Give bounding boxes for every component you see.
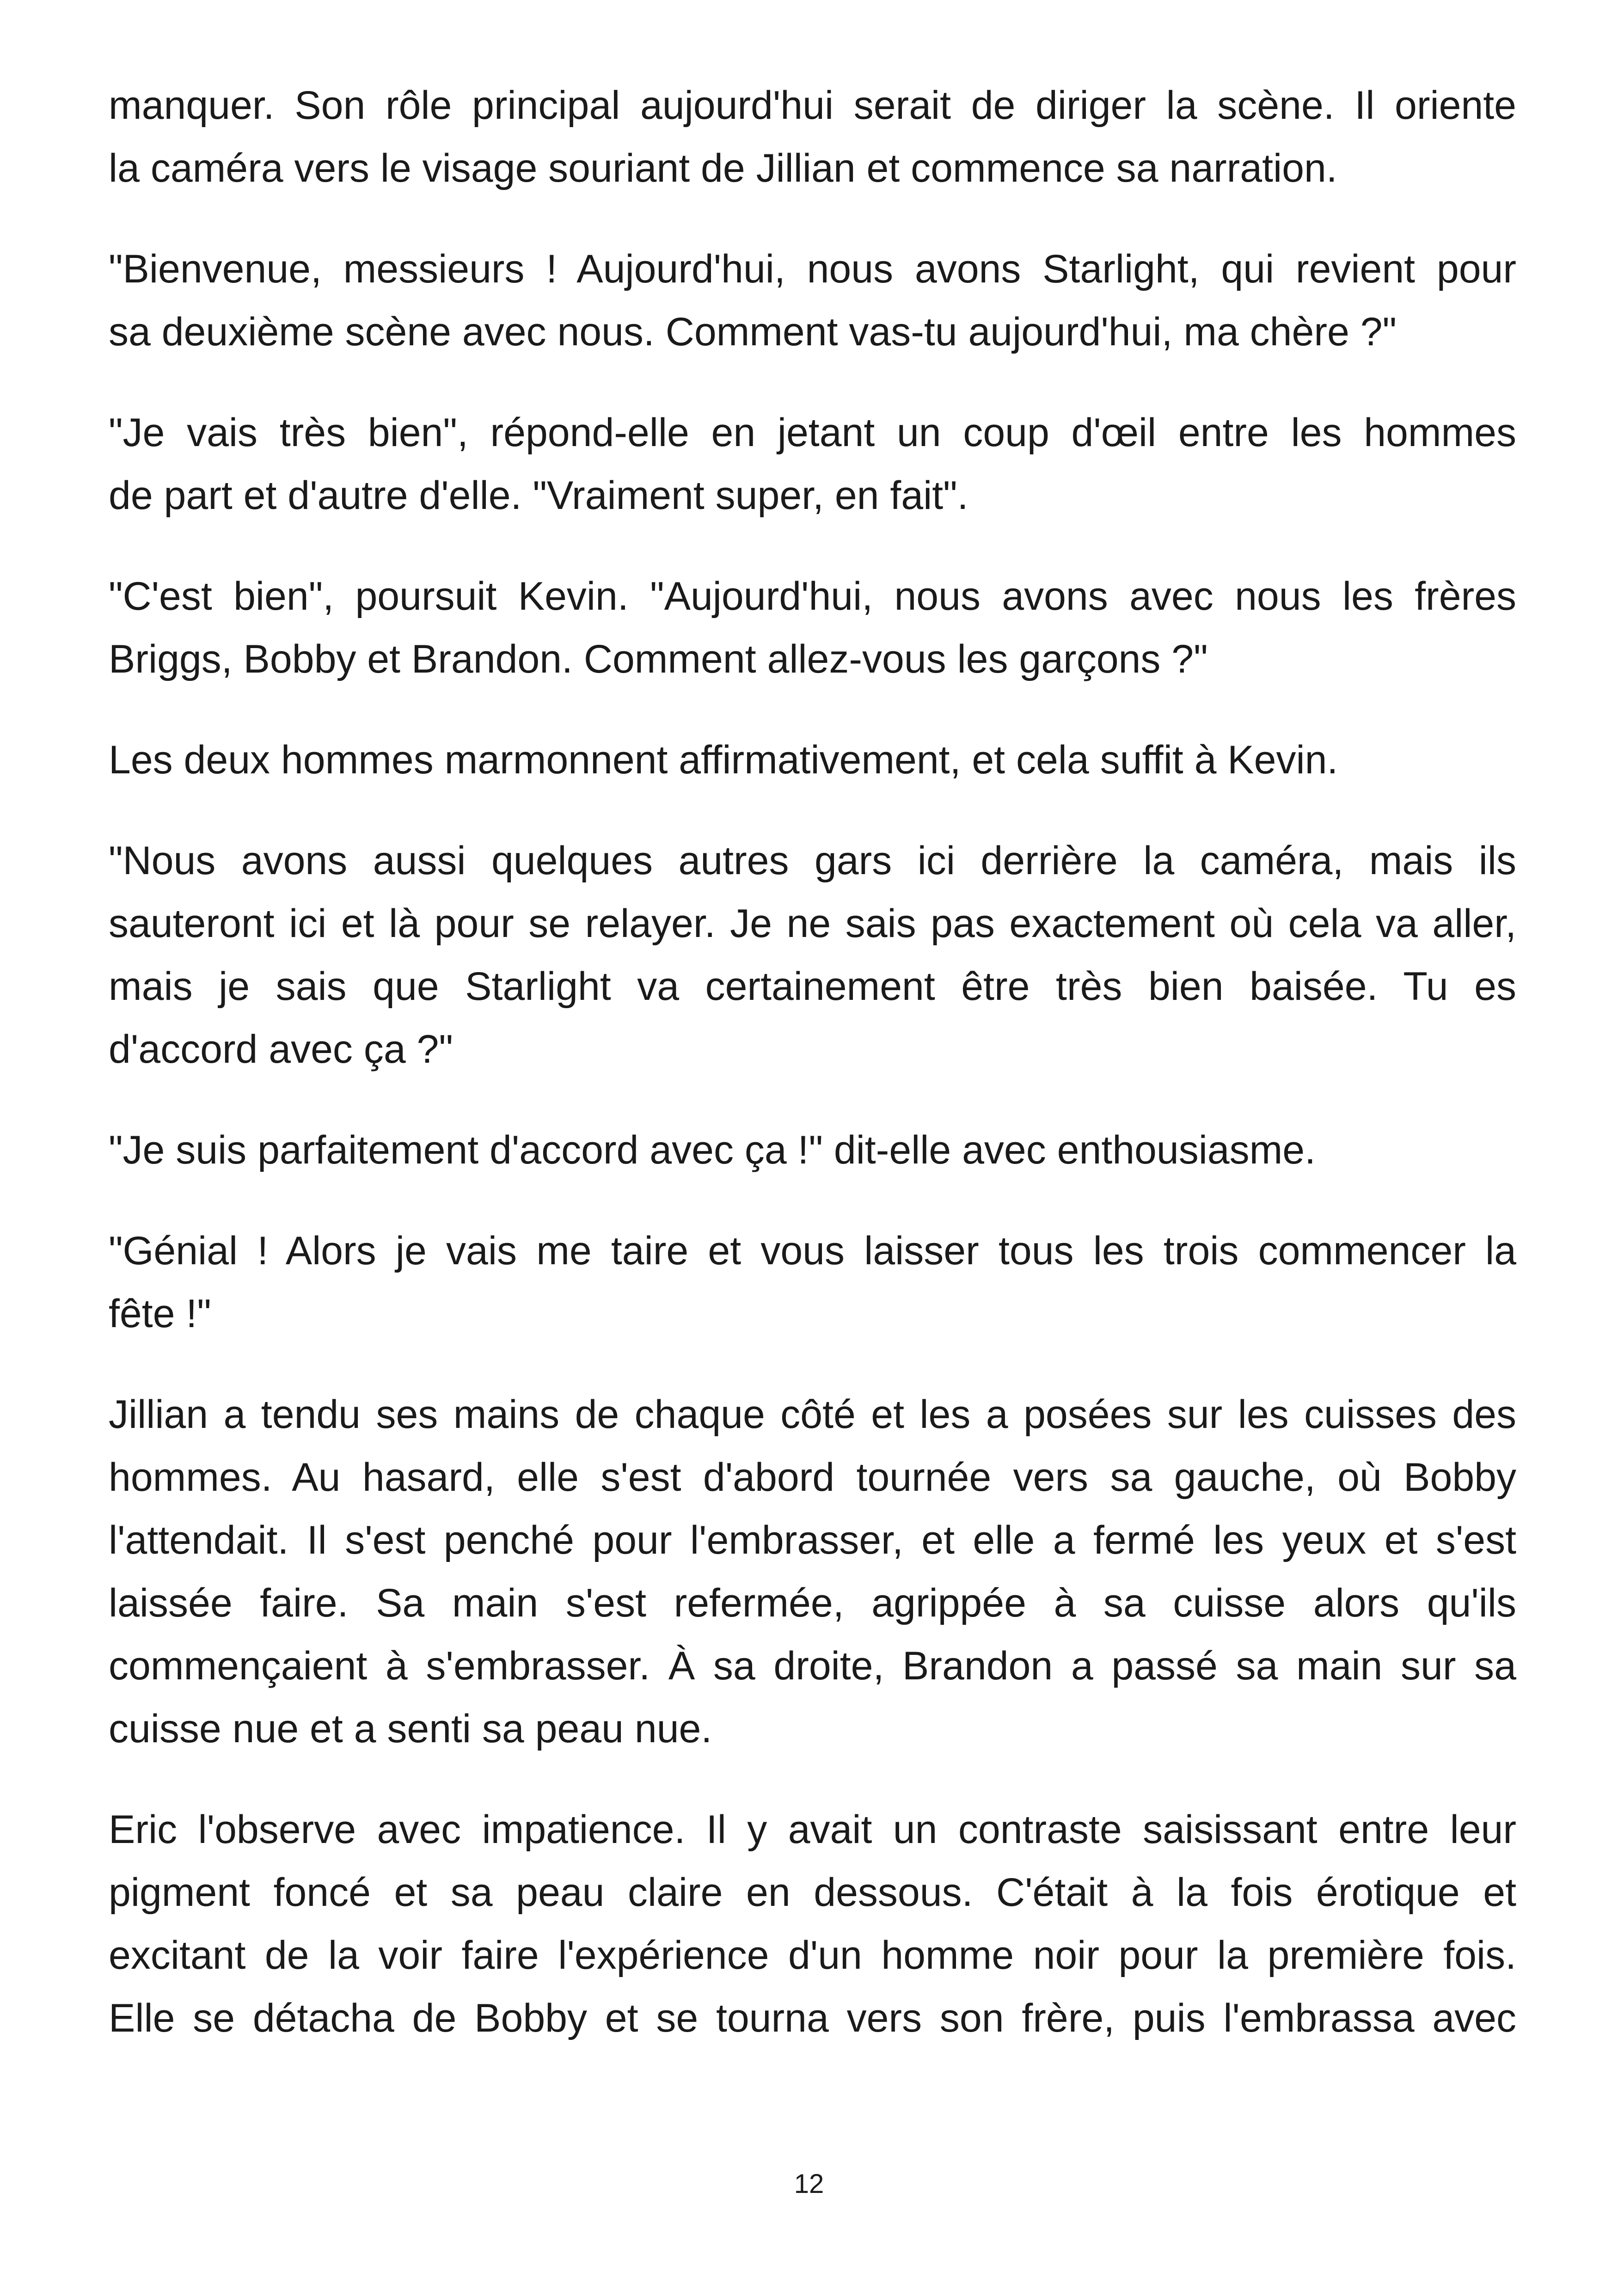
text-line: cuisse nue et a senti sa peau nue. — [109, 1707, 712, 1751]
text-line: Elle se détacha de Bobby et se tourna vers son frère, puis l'embrassa avec — [109, 1996, 1516, 2040]
paragraph — [109, 565, 1516, 691]
text-line: commençaient à s'embrasser. À sa droite, Brandon a passé sa main sur sa — [109, 1644, 1516, 1688]
paragraph — [109, 1119, 1516, 1182]
paragraph — [109, 1798, 1516, 2050]
text-line: "Bienvenue, messieurs ! Aujourd'hui, nous avons Starlight, qui revient pour — [109, 247, 1516, 291]
text-line: d'accord avec ça ?" — [109, 1027, 453, 1071]
text-line: pigment foncé et sa peau claire en dessous. C'était à la fois érotique et — [109, 1870, 1516, 1915]
text-line: mais je sais que Starlight va certainement être très bien baisée. Tu es — [109, 964, 1516, 1009]
text-line: sa deuxième scène avec nous. Comment vas-tu aujourd'hui, ma chère ?" — [109, 310, 1397, 354]
text-line: Eric l'observe avec impatience. Il y avait un contraste saisissant entre leur — [109, 1807, 1516, 1852]
paragraph — [109, 74, 1516, 200]
text-line: manquer. Son rôle principal aujourd'hui serait de diriger la scène. Il oriente — [109, 83, 1516, 128]
paragraph — [109, 401, 1516, 527]
text-line: hommes. Au hasard, elle s'est d'abord tournée vers sa gauche, où Bobby — [109, 1455, 1516, 1500]
paragraph — [109, 1219, 1516, 1345]
text-line: la caméra vers le visage souriant de Jillian et commence sa narration. — [109, 146, 1337, 190]
paragraph — [109, 238, 1516, 363]
text-line: excitant de la voir faire l'expérience d'un homme noir pour la première fois. — [109, 1933, 1516, 1978]
text-line: Briggs, Bobby et Brandon. Comment allez-vous les garçons ?" — [109, 637, 1208, 681]
page-number: 12 — [794, 2169, 824, 2199]
text-line: de part et d'autre d'elle. "Vraiment super, en fait". — [109, 473, 968, 518]
text-line: sauteront ici et là pour se relayer. Je ne sais pas exactement où cela va aller, — [109, 901, 1516, 946]
text-line: "Génial ! Alors je vais me taire et vous laisser tous les trois commencer la — [109, 1229, 1516, 1273]
text-line: fête !" — [109, 1292, 211, 1336]
text-line: "Je vais très bien", répond-elle en jetant un coup d'œil entre les hommes — [109, 410, 1516, 455]
text-line: "Je suis parfaitement d'accord avec ça !" dit-elle avec enthousiasme. — [109, 1128, 1316, 1172]
text-line: laissée faire. Sa main s'est refermée, agrippée à sa cuisse alors qu'ils — [109, 1581, 1516, 1625]
paragraph — [109, 729, 1516, 791]
text-line: Jillian a tendu ses mains de chaque côté et les a posées sur les cuisses des — [109, 1392, 1516, 1437]
text-line: l'attendait. Il s'est penché pour l'embrasser, et elle a fermé les yeux et s'est — [109, 1518, 1516, 1562]
paragraph — [109, 829, 1516, 1081]
page-body — [109, 74, 1516, 2088]
paragraph — [109, 1383, 1516, 1760]
text-line: "Nous avons aussi quelques autres gars ici derrière la caméra, mais ils — [109, 839, 1516, 883]
text-line: "C'est bien", poursuit Kevin. "Aujourd'hui, nous avons avec nous les frères — [109, 574, 1516, 618]
text-line: Les deux hommes marmonnent affirmativement, et cela suffit à Kevin. — [109, 738, 1338, 782]
